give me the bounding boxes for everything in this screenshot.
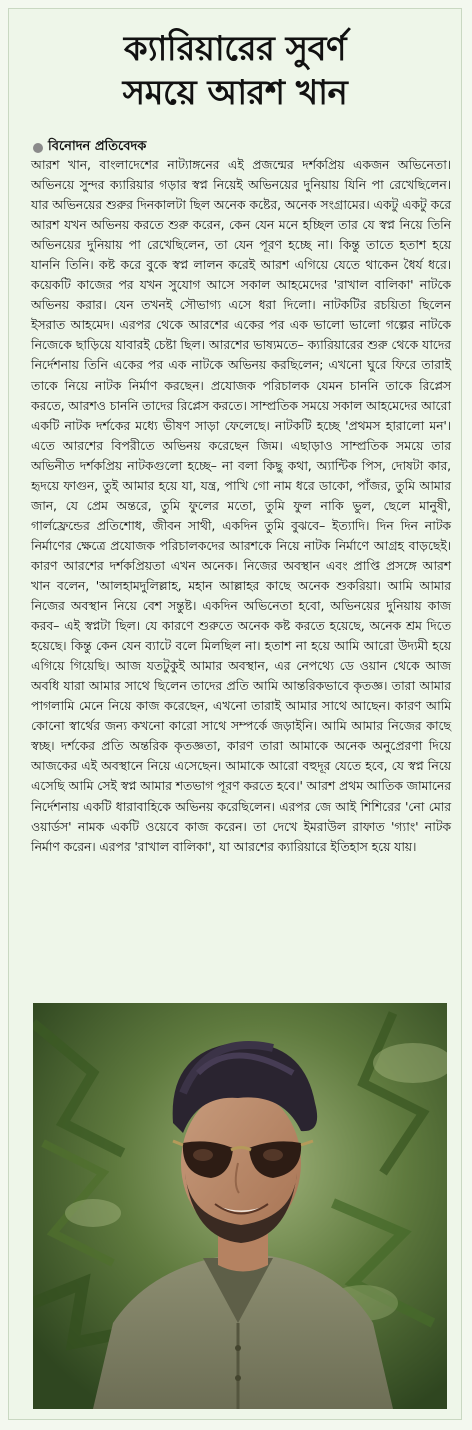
bullet-icon xyxy=(33,143,43,153)
byline-text: বিনোদন প্রতিবেদক xyxy=(48,139,147,154)
article-frame xyxy=(8,8,462,1420)
headline-line-2: সময়ে আরশ খান xyxy=(122,73,348,113)
headline xyxy=(9,27,461,115)
actor-photo xyxy=(33,1003,447,1409)
headline-line-1: ক্যারিয়ারের সুবর্ণ xyxy=(123,29,347,69)
article-body xyxy=(31,155,451,857)
actor-photo-illustration xyxy=(33,1003,447,1409)
article-paragraph: আরশ খান, বাংলাদেশের নাট্যাঙ্গনের এই প্রজন্মের দর্শকপ্রিয় একজন অভিনেতা। অভিনয়ে সুন্দর ক্যারিয়ার গড়ার স্বপ্ন নিয়েই অভিনয়ের দুনিয়ায় যিনি পা রেখেছিলেন। যার অভিনয়ের শুরুর দিনকালটা ছিল অনেক কষ্টের, অনেক সংগ্রামের। একটু একটু করে আরশ যখন অভিনয় করতে শুরু করেন, কেন যেন মনে হচ্ছিল তার যে স্বপ্ন নিয়ে তিনি অভিনয়ের দুনিয়ায় পা রেখেছিলেন, তা যেন পূরণ হচ্ছে না। কিন্তু তাতে হতাশ হয়ে যাননি তিনি। কষ্ট করে বুকে স্বপ্ন লালন করেই আরশ এগিয়ে যেতে থাকেন ধৈর্য ধরে। কয়েকটি কাজের পর যখন সুযোগ আসে সকাল আহমেদের 'রাখাল বালিকা' নাটকে অভিনয় করার। যেন তখনই সৌভাগ্য এসে ধরা দিলো। নাটকটির রচয়িতা ছিলেন ইসরাত আহমেদ। এরপর থেকে আরশের একের পর এক ভালো ভালো গল্পের নাটকে নিজেকে ছাড়িয়ে যাবারই চেষ্টা ছিল। আরশের ভাষ্যমতে– ক্যারিয়ারের শুরু থেকে যাদের নির্দেশনায় তিনি একের পর এক নাটকে অভিনয় করছিলেন; এখনো ঘুরে ফিরে তারাই তাকে নিয়ে নাটক নির্মাণ করছেন। প্রযোজক পরিচালক যেমন চাননি তাকে রিপ্লেস করতে, আরশও চাননি তাদের রিপ্লেস করতে। সাম্প্রতিক সময়ে সকাল আহমেদের আরো একটি নাটক দর্শকের মধ্যে ভীষণ সাড়া ফেলেছে। নাটকটি হচ্ছে 'প্রথমস হারালো মন'। এতে আরশের বিপরীতে অভিনয় করেছেন জিম। এছাড়াও সাম্প্রতিক সময়ে তার অভিনীত দর্শকপ্রিয় নাটকগুলো হচ্ছে– না বলা কিছু কথা, অ্যান্টিক পিস, দোষটা কার, হৃদয়ে ফাগুন, তুই আমার হয়ে যা, যন্ত্র, পাখি গো নাম ধরে ডাকো, পাঁজর, তুমি আমার জান, যে প্রেম অন্তরে, তুমি ফুলের মতো, তুমি ফুল নাকি ভুল, ছেলে মানুষী, গার্লফ্রেন্ডের প্রতিশোধ, জীবন সাথী, একদিন তুমি বুঝবে– ইত্যাদি। দিন দিন নাটক নির্মাণের ক্ষেত্রে প্রযোজক পরিচালকদের আরশকে নিয়ে নাটক নির্মাণে আগ্রহ বাড়ছেই। কারণ আরশের দর্শকপ্রিয়তা এখন অনেক। নিজের অবস্থান এবং প্রাপ্তি প্রসঙ্গে আরশ খান বলেন, 'আলহামদুলিল্লাহ, মহান আল্লাহর কাছে অনেক শুকরিয়া। আমি আমার নিজের অবস্থান নিয়ে বেশ সন্তুষ্ট। একদিন অভিনেতা হবো, অভিনয়ের দুনিয়ায় কাজ করব– এই স্বপ্নটা ছিল। যে কারণে শুরুতে অনেক কষ্ট করতে হয়েছে, অনেক শ্রম দিতে হয়েছে। কিন্তু কেন যেন ব্যাটে বলে মিলছিল না। হতাশ না হয়ে আমি আরো উদ্যমী হয়ে এগিয়ে গিয়েছি। আজ যতটুকুই আমার অবস্থান, এর নেপথ্যে ডে ওয়ান থেকে আজ অবধি যারা আমার সাথে ছিলেন তাদের প্রতি আমি আন্তরিকভাবে কৃতজ্ঞ। তারা আমার পাগলামি মেনে নিয়ে কাজ করেছেন, এখনো তারাই আমার সাথে আছেন। কারণ আমি কোনো স্বার্থের জন্য কখনো কারো সাথে সম্পর্কে জড়াইনি। আমি আমার নিজের কাছে স্বচ্ছ। দর্শকের প্রতি অন্তরিক কৃতজ্ঞতা, কারণ তারা আমাকে অনেক অনুপ্রেরণা দিয়ে আজকের এই অবস্থানে নিয়ে এসেছেন। আমাকে আরো বহুদূর যেতে হবে, যে স্বপ্ন নিয়ে এসেছি আমি সেই স্বপ্ন আমার শতভাগ পূরণ করতে হবে।' আরশ প্রথম আতিক জামানের নির্দেশনায় একটি ধারাবাহিকে অভিনয় করেছিলেন। এরপর জে আই শিশিরের 'নো মোর ওয়ার্ডস' নামক একটি ওয়েবে কাজ করেন। তা দেখে ইমরাউল রাফাত 'গ্যাং' নাটক নির্মাণ করেন। এরপর 'রাখাল বালিকা', যা আরশের ক্যারিয়ারে ইতিহাস হয়ে যায়। xyxy=(31,157,451,854)
